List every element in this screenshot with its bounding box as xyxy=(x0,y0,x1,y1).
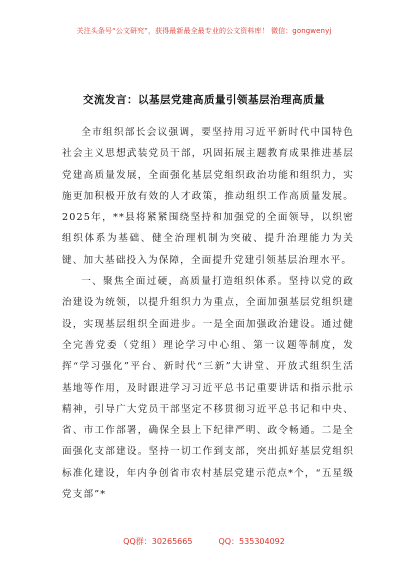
paragraph-2: 一、聚焦全面过硬，高质量打造组织体系。坚持以党的政治建设为统领，以提升组织力为重点，全面加强基层党组织建设，实现基层组织全面进步。一是全面加强政治建设。通过健全完善党委（党组）理论学习中心组、第一议题等制度，发挥“学习强化”平台、新时代“三新”大讲堂、开放式组织生活基地等作用，及时跟进学习习近平总书记重要讲话和指示批示精神，引导广大党员干部坚定不移贯彻习近平总书记和中央、省、市工作部署，确保全县上下纪律严明、政令畅通。二是全面强化支部建设。坚持一切工作到支部，突出抓好基层党组织标准化建设，年内争创省市农村基层党建示范点*个，“五星级党支部”* xyxy=(62,276,354,501)
header-banner: 关注头条号“公文研究”，获得最新最全最专业的公文资料库！ 微信：gongwenyj xyxy=(76,27,332,35)
paragraph-1: 全市组织部长会议强调，要坚持用习近平新时代中国特色社会主义思想武装党员干部，巩固拓展主题教育成果推进基层党建高质量发展，全面强化基层党组织政治功能和组织力，实施更加积极开放有效的人才政策，推动组织工作高质量发展。2025年，**县将紧紧围绕坚持和加强党的全面领导，以织密组织体系为基础、健全治理机制为突破、提升治理能力为关键、加大基础投入为保障，全面提升党建引领基层治理水平。 xyxy=(62,127,354,266)
footer-qq-number: QQ：535304092 xyxy=(218,537,285,546)
footer-qq-group: QQ群：30265665 xyxy=(123,537,193,546)
document-body xyxy=(62,122,354,505)
document-title: 交流发言：以基层党建高质量引领基层治理高质量 xyxy=(83,94,325,106)
footer-contact xyxy=(0,536,408,547)
